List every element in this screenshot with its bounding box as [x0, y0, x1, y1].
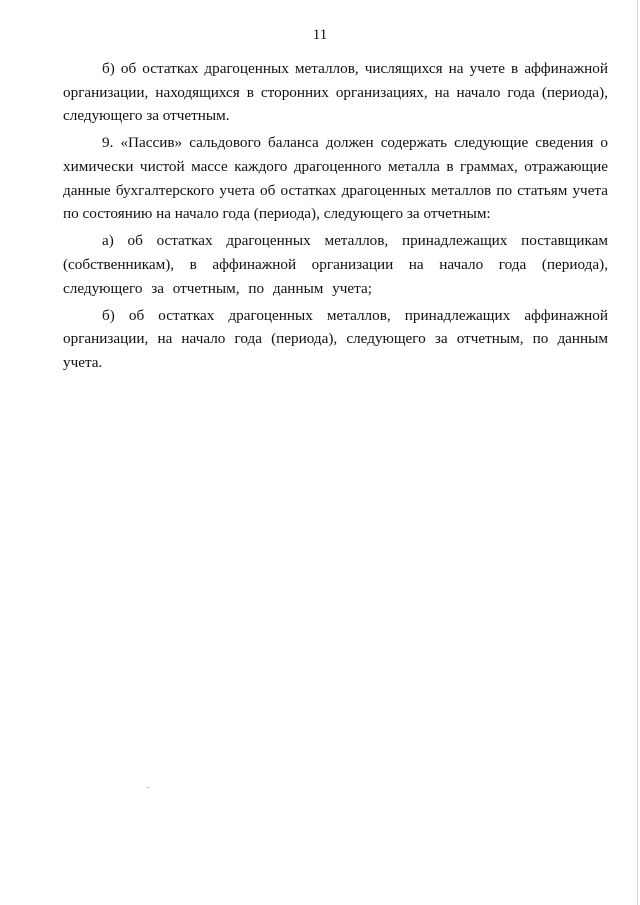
page-number: 11 [312, 27, 328, 43]
paragraph-a-supplier-balances: а) об остатках драгоценных металлов, принадлежащих поставщикам (собственникам), в аффинажной организации на начало года (периода), следующего за отчетным, по данным учета; [63, 232, 608, 297]
page-edge-line [637, 0, 638, 905]
document-body [63, 57, 608, 378]
paragraph-b-refinery-balances: б) об остатках драгоценных металлов, принадлежащих аффинажной организации, на начало года (периода), следующего за отчетным, по данным учета. [63, 306, 608, 371]
paragraph-9-liabilities: 9. «Пассив» сальдового баланса должен содержать следующие сведения о химически чистой массе каждого драгоценного металла в граммах, отражающие данные бухгалтерского учета об остатках драгоценных металлов по статьям учета по состоянию на начало года (периода), следующего за отчетным: [63, 134, 608, 223]
paragraph-b-third-party-balances: б) об остатках драгоценных металлов, числящихся на учете в аффинажной организации, находящихся в сторонних организациях, на начало года (периода), следующего за отчетным. [63, 60, 608, 125]
scan-speck [146, 787, 150, 788]
